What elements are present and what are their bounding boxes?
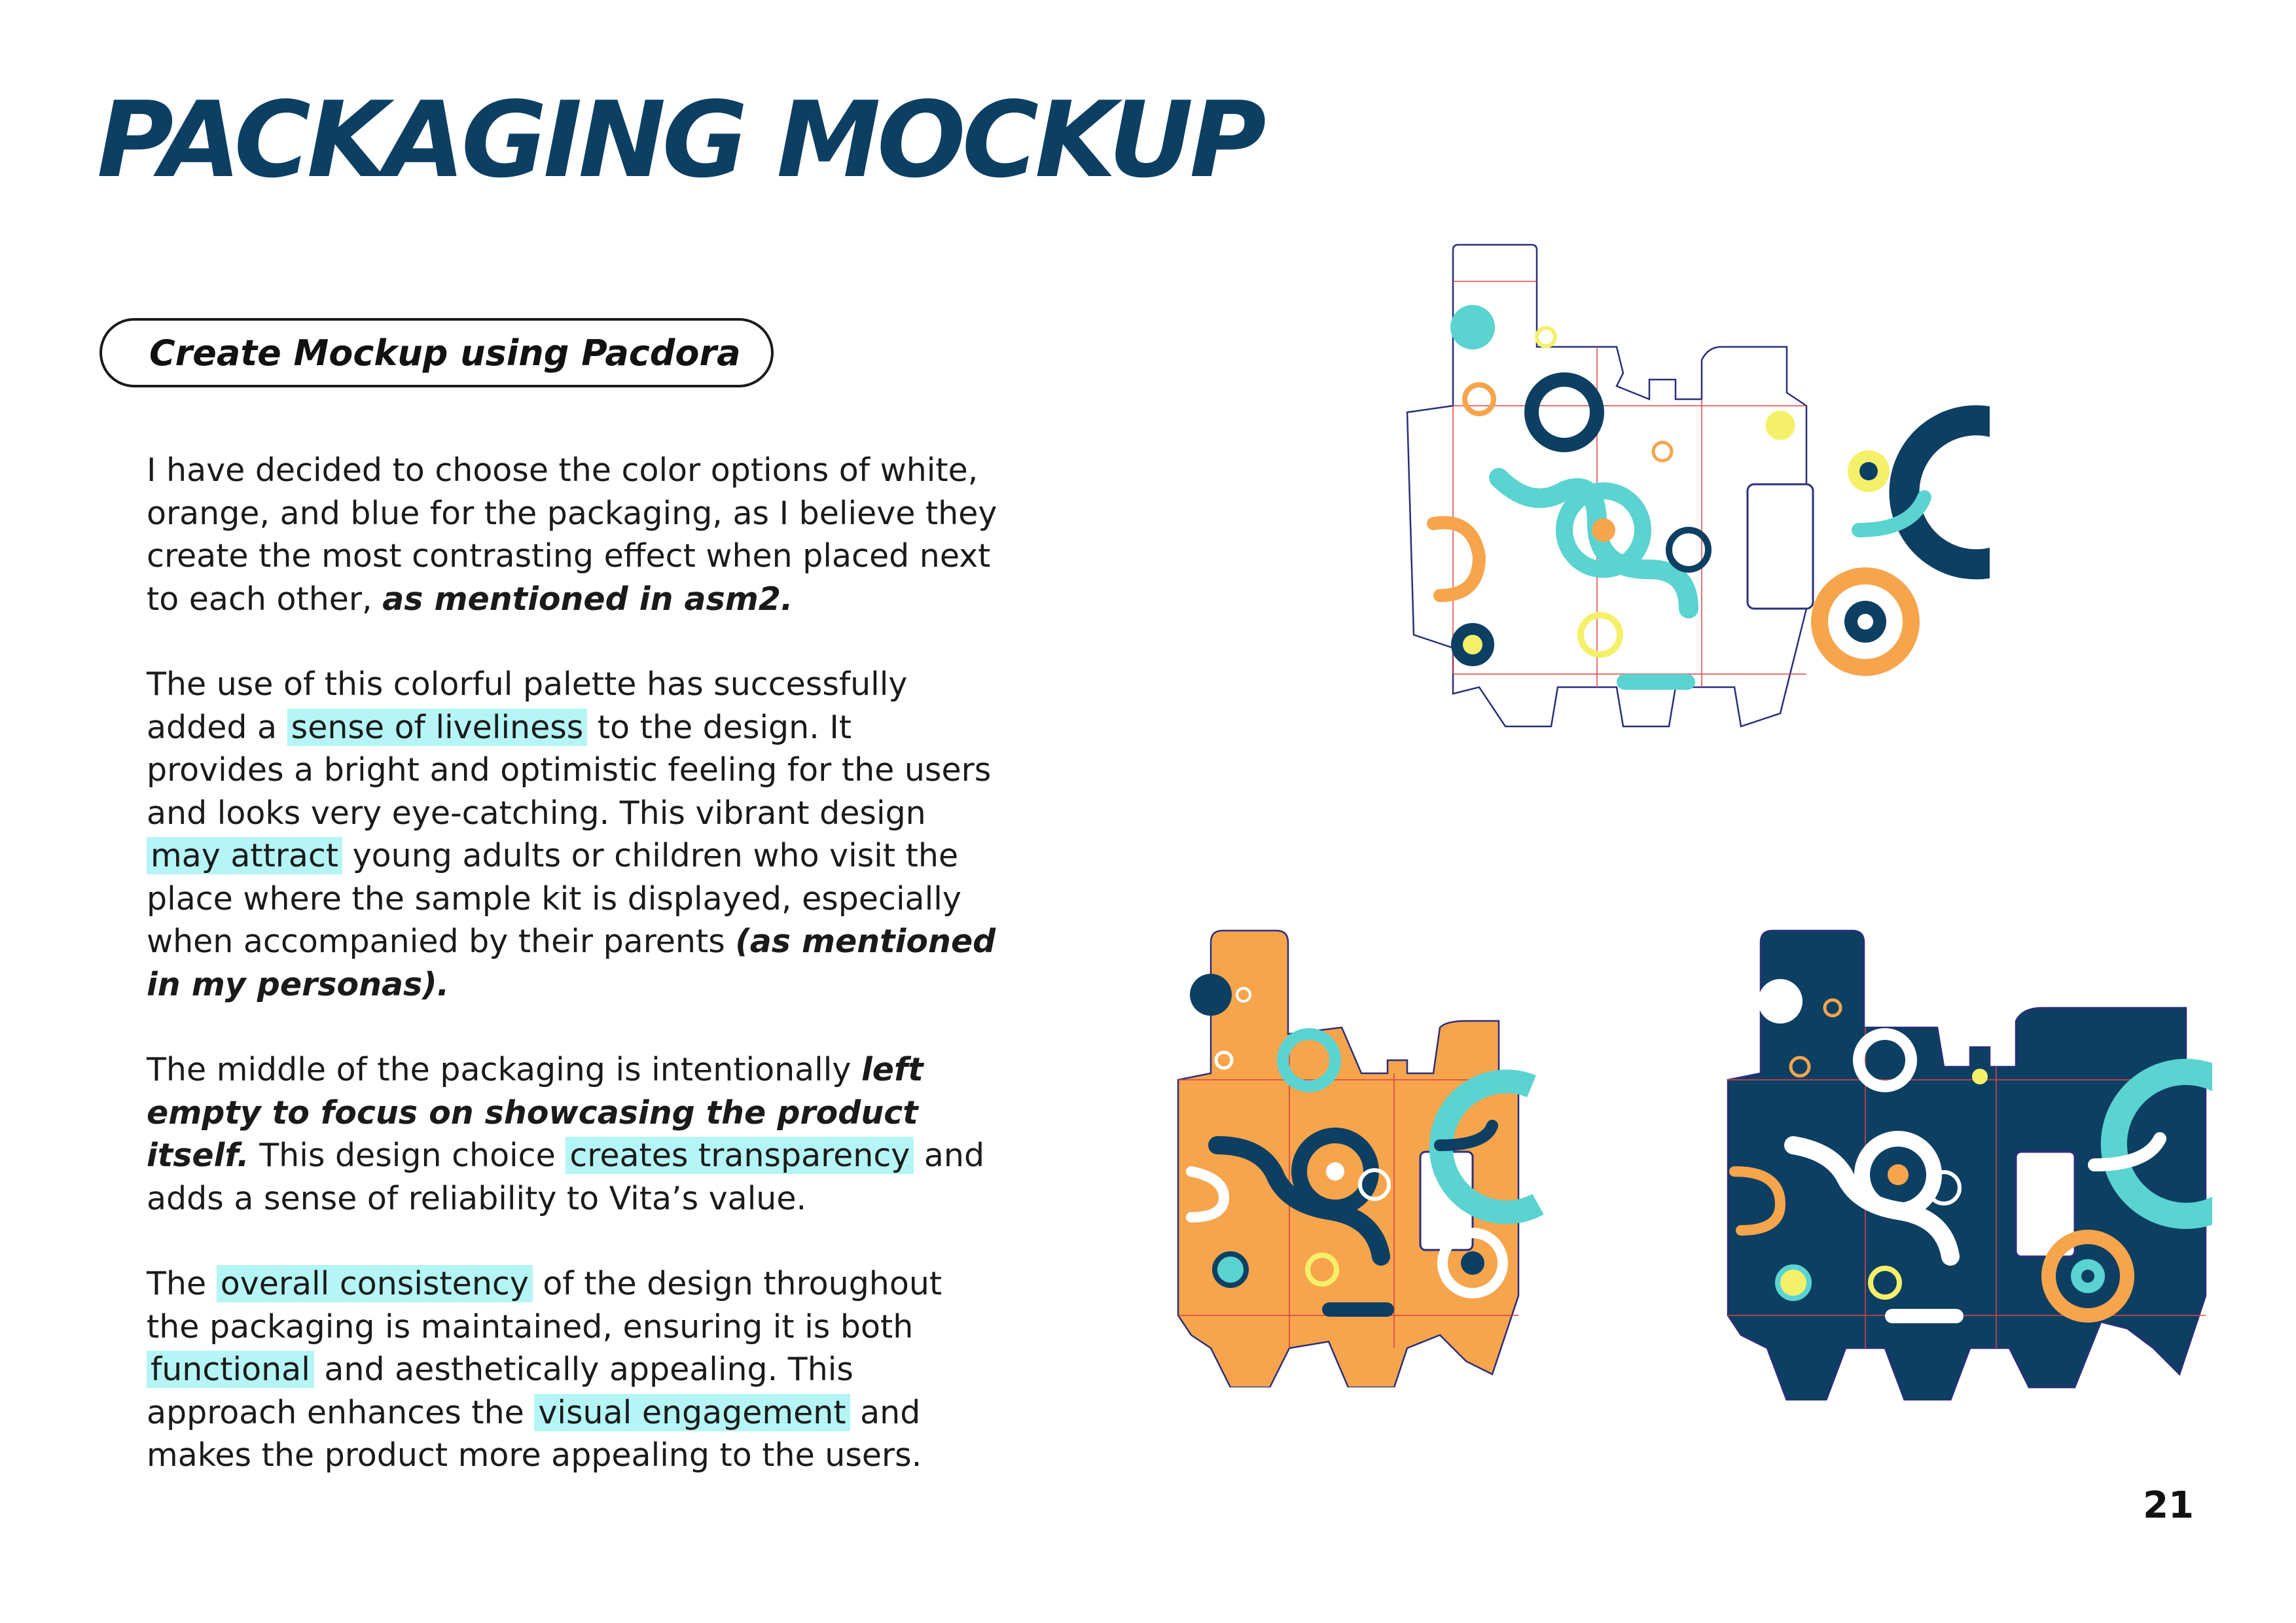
section-pill-label: Create Mockup using Pacdora (149, 332, 741, 374)
body-text (147, 449, 997, 1520)
arc-navy (1905, 420, 1990, 564)
page-title: PACKAGING MOCKUP (97, 79, 1263, 201)
p4-text-b: of the design throughout the packaging is maintained, ensuring it is both (147, 1265, 942, 1346)
highlight-visual-engagement: visual engagement (534, 1394, 850, 1431)
p2-text-a: The use of this colorful palette has successfully added a (147, 666, 908, 746)
paragraph-3 (147, 1048, 997, 1220)
dot-teal-o (1215, 1254, 1246, 1285)
dot-teal (1450, 305, 1495, 349)
p4-text-a: The (147, 1265, 217, 1302)
p3-text-c: and adds a sense of reliability to Vita’s value. (147, 1137, 985, 1217)
p2-text-b: to the design. It provides a bright and optimistic feeling for the users and looks very eye-catching. This vibrant design (147, 708, 992, 832)
dot-orange (1592, 518, 1615, 542)
highlight-may-attract: may attract (147, 837, 342, 874)
page-number: 21 (2143, 1484, 2194, 1527)
dot-yellow (1457, 629, 1488, 660)
p4-text-d: and makes the product more appealing to the users. (147, 1393, 922, 1474)
highlight-sense-of-liveliness: sense of liveliness (287, 709, 588, 746)
mockup-white-dieline (1401, 242, 1990, 792)
p1-text: I have decided to choose the color options of white, orange, and blue for the packaging, as I believe they create the most contrasting effect when placed next to each other, (147, 452, 997, 618)
highlight-overall-consistency: overall consistency (217, 1265, 533, 1302)
section-pill (99, 318, 774, 387)
p2-text-c: young adults or children who visit the place where the sample kit is displayed, especially when accompanied by their parents (147, 837, 961, 960)
bar-teal (1617, 674, 1695, 690)
highlight-creates-transparency: creates transparency (565, 1137, 914, 1174)
p3-text-b: This design choice (249, 1137, 566, 1174)
p4-text-c: and aesthetically appealing. This approach enhances the (147, 1351, 853, 1431)
bar-white-n (1885, 1309, 1964, 1323)
dot-white-n (1758, 979, 1803, 1024)
mockup-navy-dieline (1721, 929, 2212, 1400)
dot-navy-o (1190, 974, 1232, 1016)
dot-yellow-n (1778, 1267, 1809, 1298)
paragraph-1 (147, 449, 997, 620)
paragraph-4 (147, 1262, 997, 1477)
p2-bold: (as mentioned in my personas). (147, 923, 996, 1003)
highlight-functional: functional (147, 1351, 314, 1388)
p1-bold: as mentioned in asm2. (382, 580, 793, 618)
p3-bold: left empty to focus on showcasing the product itself. (147, 1051, 924, 1174)
mockup-orange-dieline (1165, 929, 1649, 1387)
ring-yellow (1537, 328, 1555, 346)
dot-yellow-2 (1766, 411, 1795, 440)
bar-navy-o (1322, 1302, 1394, 1317)
paragraph-2 (147, 663, 997, 1006)
p3-text-a: The middle of the packaging is intentionally (147, 1051, 861, 1088)
window-cutout (1748, 484, 1813, 609)
